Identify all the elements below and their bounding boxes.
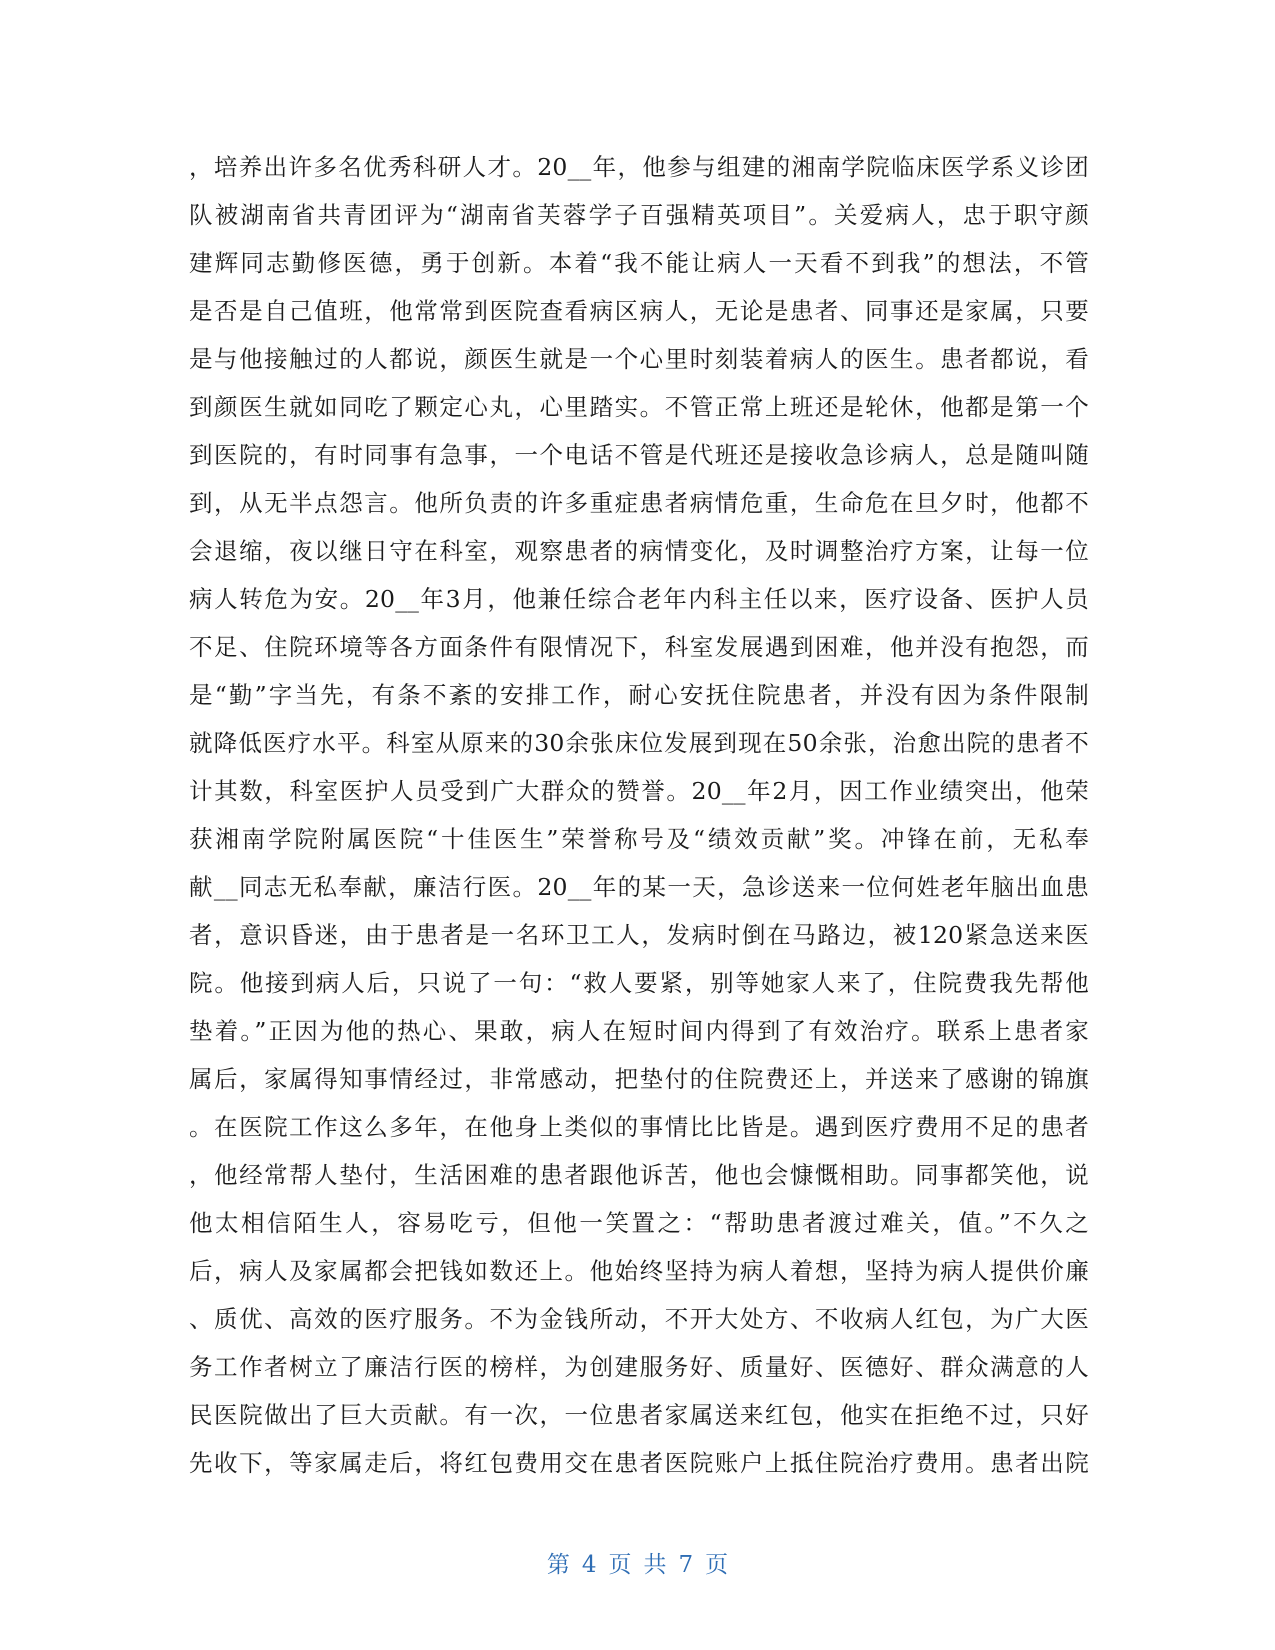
text-line: 是与他接触过的人都说，颜医生就是一个心里时刻装着病人的医生。患者都说，看 [189, 345, 1089, 373]
text-line: 队被湖南省共青团评为“湖南省芙蓉学子百强精英项目”。关爱病人，忠于职守颜 [189, 201, 1089, 229]
text-line: 务工作者树立了廉洁行医的榜样，为创建服务好、质量好、医德好、群众满意的人 [189, 1353, 1089, 1381]
text-line: 他太相信陌生人，容易吃亏，但他一笑置之：“帮助患者渡过难关，值。”不久之 [189, 1209, 1089, 1237]
text-line: 先收下，等家属走后，将红包费用交在患者医院账户上抵住院治疗费用。患者出院 [189, 1449, 1089, 1477]
text-line: 垫着。”正因为他的热心、果敢，病人在短时间内得到了有效治疗。联系上患者家 [189, 1017, 1089, 1045]
text-line: ，培养出许多名优秀科研人才。20__年，他参与组建的湘南学院临床医学系义诊团 [189, 153, 1089, 181]
text-line: 会退缩，夜以继日守在科室，观察患者的病情变化，及时调整治疗方案，让每一位 [189, 537, 1089, 565]
text-line: 属后，家属得知事情经过，非常感动，把垫付的住院费还上，并送来了感谢的锦旗 [189, 1065, 1089, 1093]
total-unit: 页 [705, 1552, 729, 1578]
page-prefix: 第 [546, 1552, 570, 1578]
text-line: 到颜医生就如同吃了颗定心丸，心里踏实。不管正常上班还是轮休，他都是第一个 [189, 393, 1089, 421]
text-line: 院。他接到病人后，只说了一句：“救人要紧，别等她家人来了，住院费我先帮他 [189, 969, 1089, 997]
text-line: 、质优、高效的医疗服务。不为金钱所动，不开大处方、不收病人红包，为广大医 [189, 1305, 1089, 1333]
page-unit: 页 [608, 1552, 632, 1578]
text-line: 献__同志无私奉献，廉洁行医。20__年的某一天，急诊送来一位何姓老年脑出血患 [189, 873, 1089, 901]
text-line: 到，从无半点怨言。他所负责的许多重症患者病情危重，生命危在旦夕时，他都不 [189, 489, 1089, 517]
text-line: 是“勤”字当先，有条不紊的安排工作，耐心安抚住院患者，并没有因为条件限制 [189, 681, 1089, 709]
text-line: 获湘南学院附属医院“十佳医生”荣誉称号及“绩效贡献”奖。冲锋在前，无私奉 [189, 825, 1089, 853]
text-line: 不足、住院环境等各方面条件有限情况下，科室发展遇到困难，他并没有抱怨，而 [189, 633, 1089, 661]
text-line: 病人转危为安。20__年3月，他兼任综合老年内科主任以来，医疗设备、医护人员 [189, 585, 1089, 613]
text-line: 到医院的，有时同事有急事，一个电话不管是代班还是接收急诊病人，总是随叫随 [189, 441, 1089, 469]
text-line: 民医院做出了巨大贡献。有一次，一位患者家属送来红包，他实在拒绝不过，只好 [189, 1401, 1089, 1429]
text-line: 就降低医疗水平。科室从原来的30余张床位发展到现在50余张，治愈出院的患者不 [189, 729, 1089, 757]
text-line: 者，意识昏迷，由于患者是一名环卫工人，发病时倒在马路边，被120紧急送来医 [189, 921, 1089, 949]
text-line: 是否是自己值班，他常常到医院查看病区病人，无论是患者、同事还是家属，只要 [189, 297, 1089, 325]
text-line: ，他经常帮人垫付，生活困难的患者跟他诉苦，他也会慷慨相助。同事都笑他，说 [189, 1161, 1089, 1189]
text-line: 计其数，科室医护人员受到广大群众的赞誉。20__年2月，因工作业绩突出，他荣 [189, 777, 1089, 805]
total-prefix: 共 [643, 1552, 667, 1578]
page-number: 4 [581, 1552, 597, 1578]
total-pages: 7 [678, 1552, 694, 1578]
text-line: 。在医院工作这么多年，在他身上类似的事情比比皆是。遇到医疗费用不足的患者 [189, 1113, 1089, 1141]
text-line: 后，病人及家属都会把钱如数还上。他始终坚持为病人着想，坚持为病人提供价廉 [189, 1257, 1089, 1285]
text-line: 建辉同志勤修医德，勇于创新。本着“我不能让病人一天看不到我”的想法，不管 [189, 249, 1089, 277]
body-text [189, 143, 1089, 1487]
page-footer [0, 1546, 1275, 1579]
